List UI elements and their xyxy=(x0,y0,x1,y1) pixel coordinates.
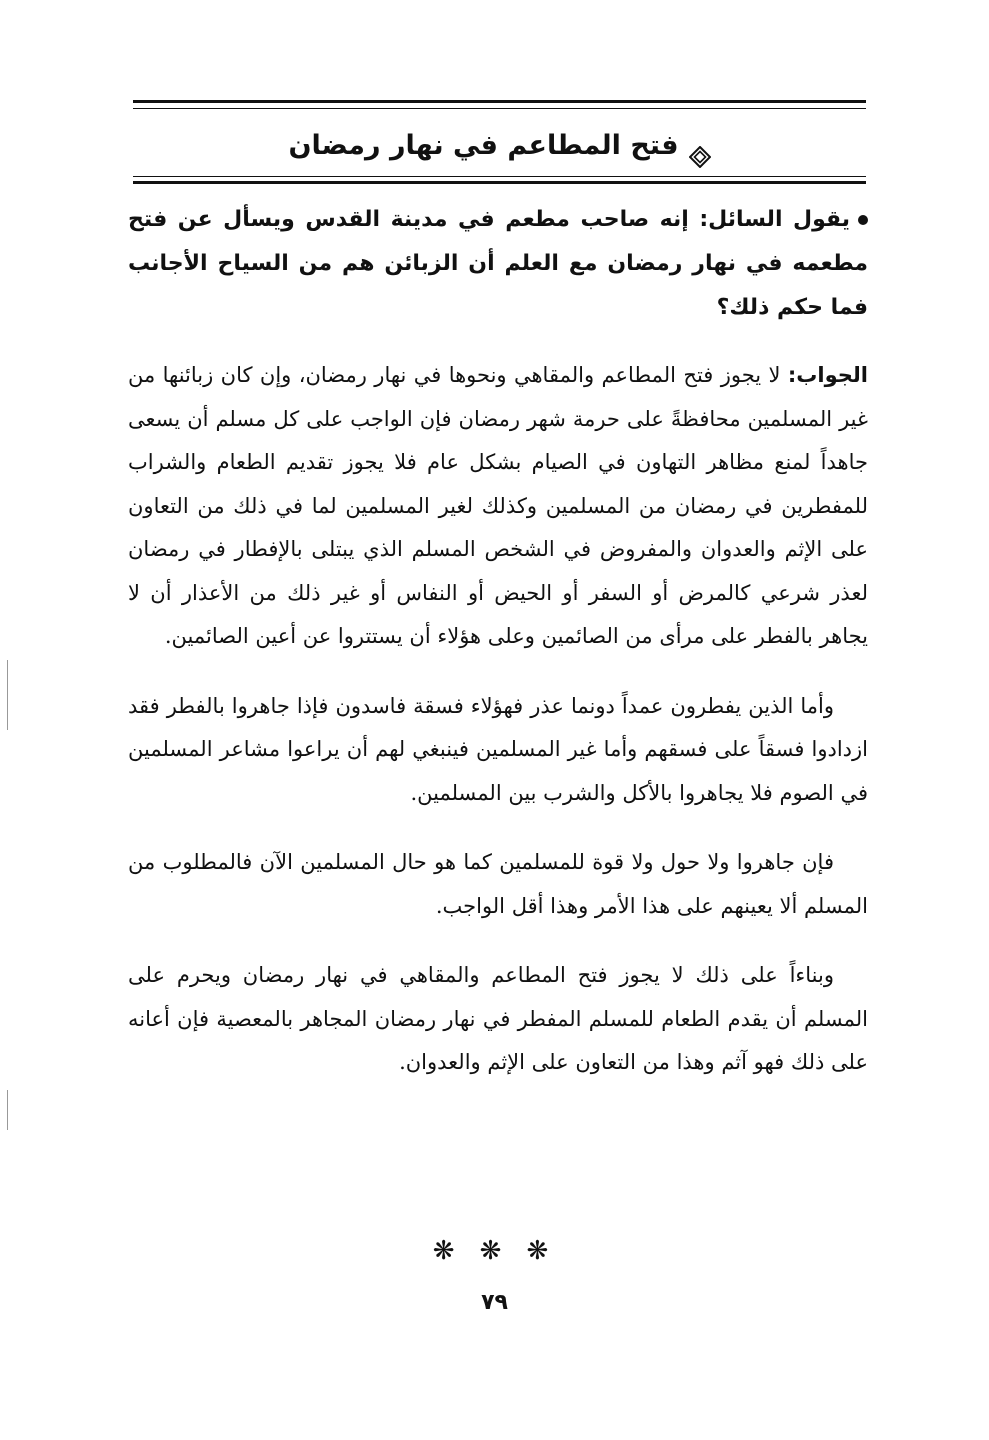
answer-paragraph-2: وأما الذين يفطرون عمداً دونما عذر فهؤلاء فسقة فاسدون فإذا جاهروا بالفطر فقد ازدادوا فسقاً على فسقهم وأما غير المسلمين فينبغي لهم أن يراعوا مشاعر المسلمين في الصوم فلا يجاهروا بالأكل والشرب بين المسلمين. xyxy=(128,693,868,805)
answer-paragraph-4: وبناءاً على ذلك لا يجوز فتح المطاعم والمقاهي في نهار رمضان ويحرم على المسلم أن يقدم الطعام للمسلم المفطر في نهار رمضان المجاهر بالمعصية فإن أعانه على ذلك فهو آثم وهذا من التعاون على الإثم والعدوان. xyxy=(128,963,868,1074)
title-text: فتح المطاعم في نهار رمضان xyxy=(288,130,679,161)
diamond-icon xyxy=(689,136,711,158)
header-top-rule-thick xyxy=(133,100,866,103)
scan-margin-line xyxy=(7,1090,8,1130)
answer-paragraph-3: فإن جاهروا ولا حول ولا قوة للمسلمين كما هو حال المسلمين الآن فالمطلوب من المسلم ألا يعينهم على هذا الأمر وهذا أقل الواجب. xyxy=(128,850,868,918)
question-paragraph xyxy=(128,198,868,330)
header-top-rule-thin xyxy=(133,108,866,109)
answer-label: الجواب: xyxy=(787,363,868,387)
bullet-icon xyxy=(858,215,868,225)
section-separator: ❋ ❋ ❋ xyxy=(432,1236,557,1266)
answer-text-1: لا يجوز فتح المطاعم والمقاهي ونحوها في نهار رمضان، وإن كان زبائنها من غير المسلمين محافظةً على حرمة شهر رمضان فإن الواجب على كل مسلم أن يسعى جاهداً لمنع مظاهر التهاون في الصيام بشكل عام فلا يجوز تقديم الطعام والشراب للمفطرين في رمضان من المسلمين وكذلك لغير المسلمين لما في ذلك من التعاون على الإثم والعدوان والمفروض في الشخص المسلم الذي يبتلى بالإفطار في رمضان لعذر شرعي كالمرض أو السفر أو الحيض أو النفاس أو غير ذلك من الأعذار أن لا يجاهر بالفطر على مرأى من الصائمين وعلى هؤلاء أن يستتروا عن أعين الصائمين. xyxy=(128,363,868,648)
page-number: ٧٩ xyxy=(481,1290,508,1315)
answer-paragraph-1 xyxy=(128,354,868,659)
question-text: يقول السائل: إنه صاحب مطعم في مدينة القدس ويسأل عن فتح مطعمه في نهار رمضان مع العلم أن الزبائن هم من السياح الأجانب فما حكم ذلك؟ xyxy=(128,207,868,320)
article-body xyxy=(128,198,868,1111)
page-title xyxy=(133,122,866,170)
header-bottom-rule-thick xyxy=(133,181,866,184)
header-bottom-rule-thin xyxy=(133,176,866,177)
scan-margin-line xyxy=(7,660,8,730)
